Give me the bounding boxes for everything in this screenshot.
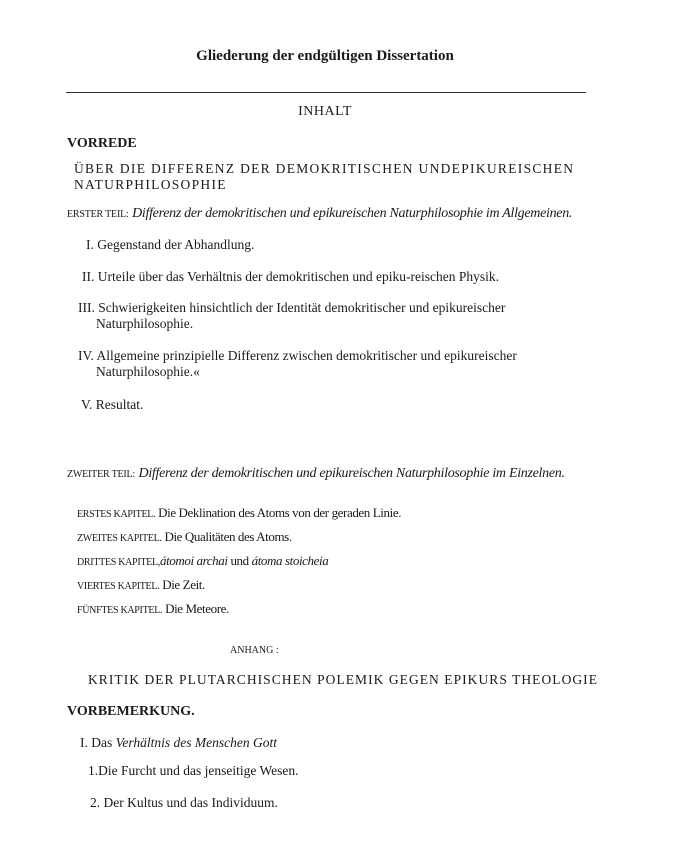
chapter-title: Die Deklination des Atoms von der geraden Linie.: [158, 505, 402, 520]
part2-label: ZWEITER TEIL:: [67, 469, 136, 480]
chapter-label: DRITTES KAPITEL,: [77, 557, 160, 568]
appendix-subsection: 1.Die Furcht und das jenseitige Wesen.: [88, 763, 299, 778]
part1-title: Differenz der demokritischen und epikureischen Naturphilosophie im Allgemeinen.: [132, 206, 573, 221]
chapter-term: átomoi archai: [159, 553, 228, 568]
item-number: IV.: [78, 348, 94, 363]
chapter-item: [77, 529, 292, 545]
chapter-title: Die Qualitäten des Atoms.: [164, 529, 292, 544]
item-number: V.: [81, 397, 93, 412]
part2-title: Differenz der demokritischen und epikureischen Naturphilosophie im Einzelnen.: [138, 466, 565, 481]
section-number: I. Das: [80, 735, 113, 750]
page-title: Gliederung der endgültigen Dissertation: [196, 48, 454, 64]
chapter-item: [77, 601, 229, 617]
chapter-item: [77, 577, 205, 593]
item-text: Urteile über das Verhältnis der demokritischen und epiku-reischen Physik.: [97, 269, 500, 284]
chapter-label: ZWEITES KAPITEL.: [77, 533, 162, 544]
horizontal-rule: [66, 92, 586, 93]
item-text: Schwierigkeiten hinsichtlich der Identität demokritischer und epikureischer: [98, 300, 506, 315]
item-text: Allgemeine prinzipielle Differenz zwischen demokritischer und epikureischer: [96, 348, 517, 363]
part1-item: [86, 236, 254, 253]
part1-item: [81, 396, 143, 413]
item-continuation: Naturphilosophie.«: [96, 364, 200, 379]
preface-heading: VORREDE: [67, 136, 137, 151]
chapter-title: Die Zeit.: [162, 577, 205, 592]
item-number: III.: [78, 300, 95, 315]
part1-item: [82, 268, 499, 285]
part2-heading: [67, 466, 565, 482]
section-title: Verhältnis des Menschen Gott: [115, 735, 277, 750]
item-number: I.: [86, 237, 94, 252]
item-number: II.: [82, 269, 95, 284]
item-text: Resultat.: [95, 397, 144, 412]
main-title-line2: NATURPHILOSOPHIE: [74, 177, 227, 192]
part1-item: [78, 299, 505, 316]
chapter-title: Die Meteore.: [165, 601, 229, 616]
toc-heading: INHALT: [298, 104, 352, 119]
appendix-section: [80, 735, 277, 751]
chapter-label: FÜNFTES KAPITEL.: [77, 605, 163, 616]
main-title-line1: ÜBER DIE DIFFERENZ DER DEMOKRITISCHEN UNDEPIKUREISCHEN: [74, 161, 575, 176]
chapter-label: ERSTES KAPITEL.: [77, 509, 156, 520]
chapter-term: átoma stoicheia: [251, 553, 329, 568]
chapter-label: VIERTES KAPITEL.: [77, 581, 160, 592]
appendix-subsection: 2. Der Kultus und das Individuum.: [90, 795, 278, 810]
prefatory-heading: VORBEMERKUNG.: [67, 704, 195, 719]
appendix-title: KRITIK DER PLUTARCHISCHEN POLEMIK GEGEN EPIKURS THEOLOGIE: [88, 672, 599, 687]
chapter-conjunction: und: [230, 553, 249, 568]
item-continuation: Naturphilosophie.: [96, 316, 194, 331]
part1-label: ERSTER TEIL:: [67, 209, 129, 220]
part1-item: [78, 347, 517, 364]
item-text: Gegenstand der Abhandlung.: [97, 237, 255, 252]
chapter-item: [77, 553, 328, 569]
appendix-label: ANHANG :: [230, 645, 279, 656]
part1-heading: [67, 206, 572, 222]
chapter-item: [77, 505, 401, 521]
